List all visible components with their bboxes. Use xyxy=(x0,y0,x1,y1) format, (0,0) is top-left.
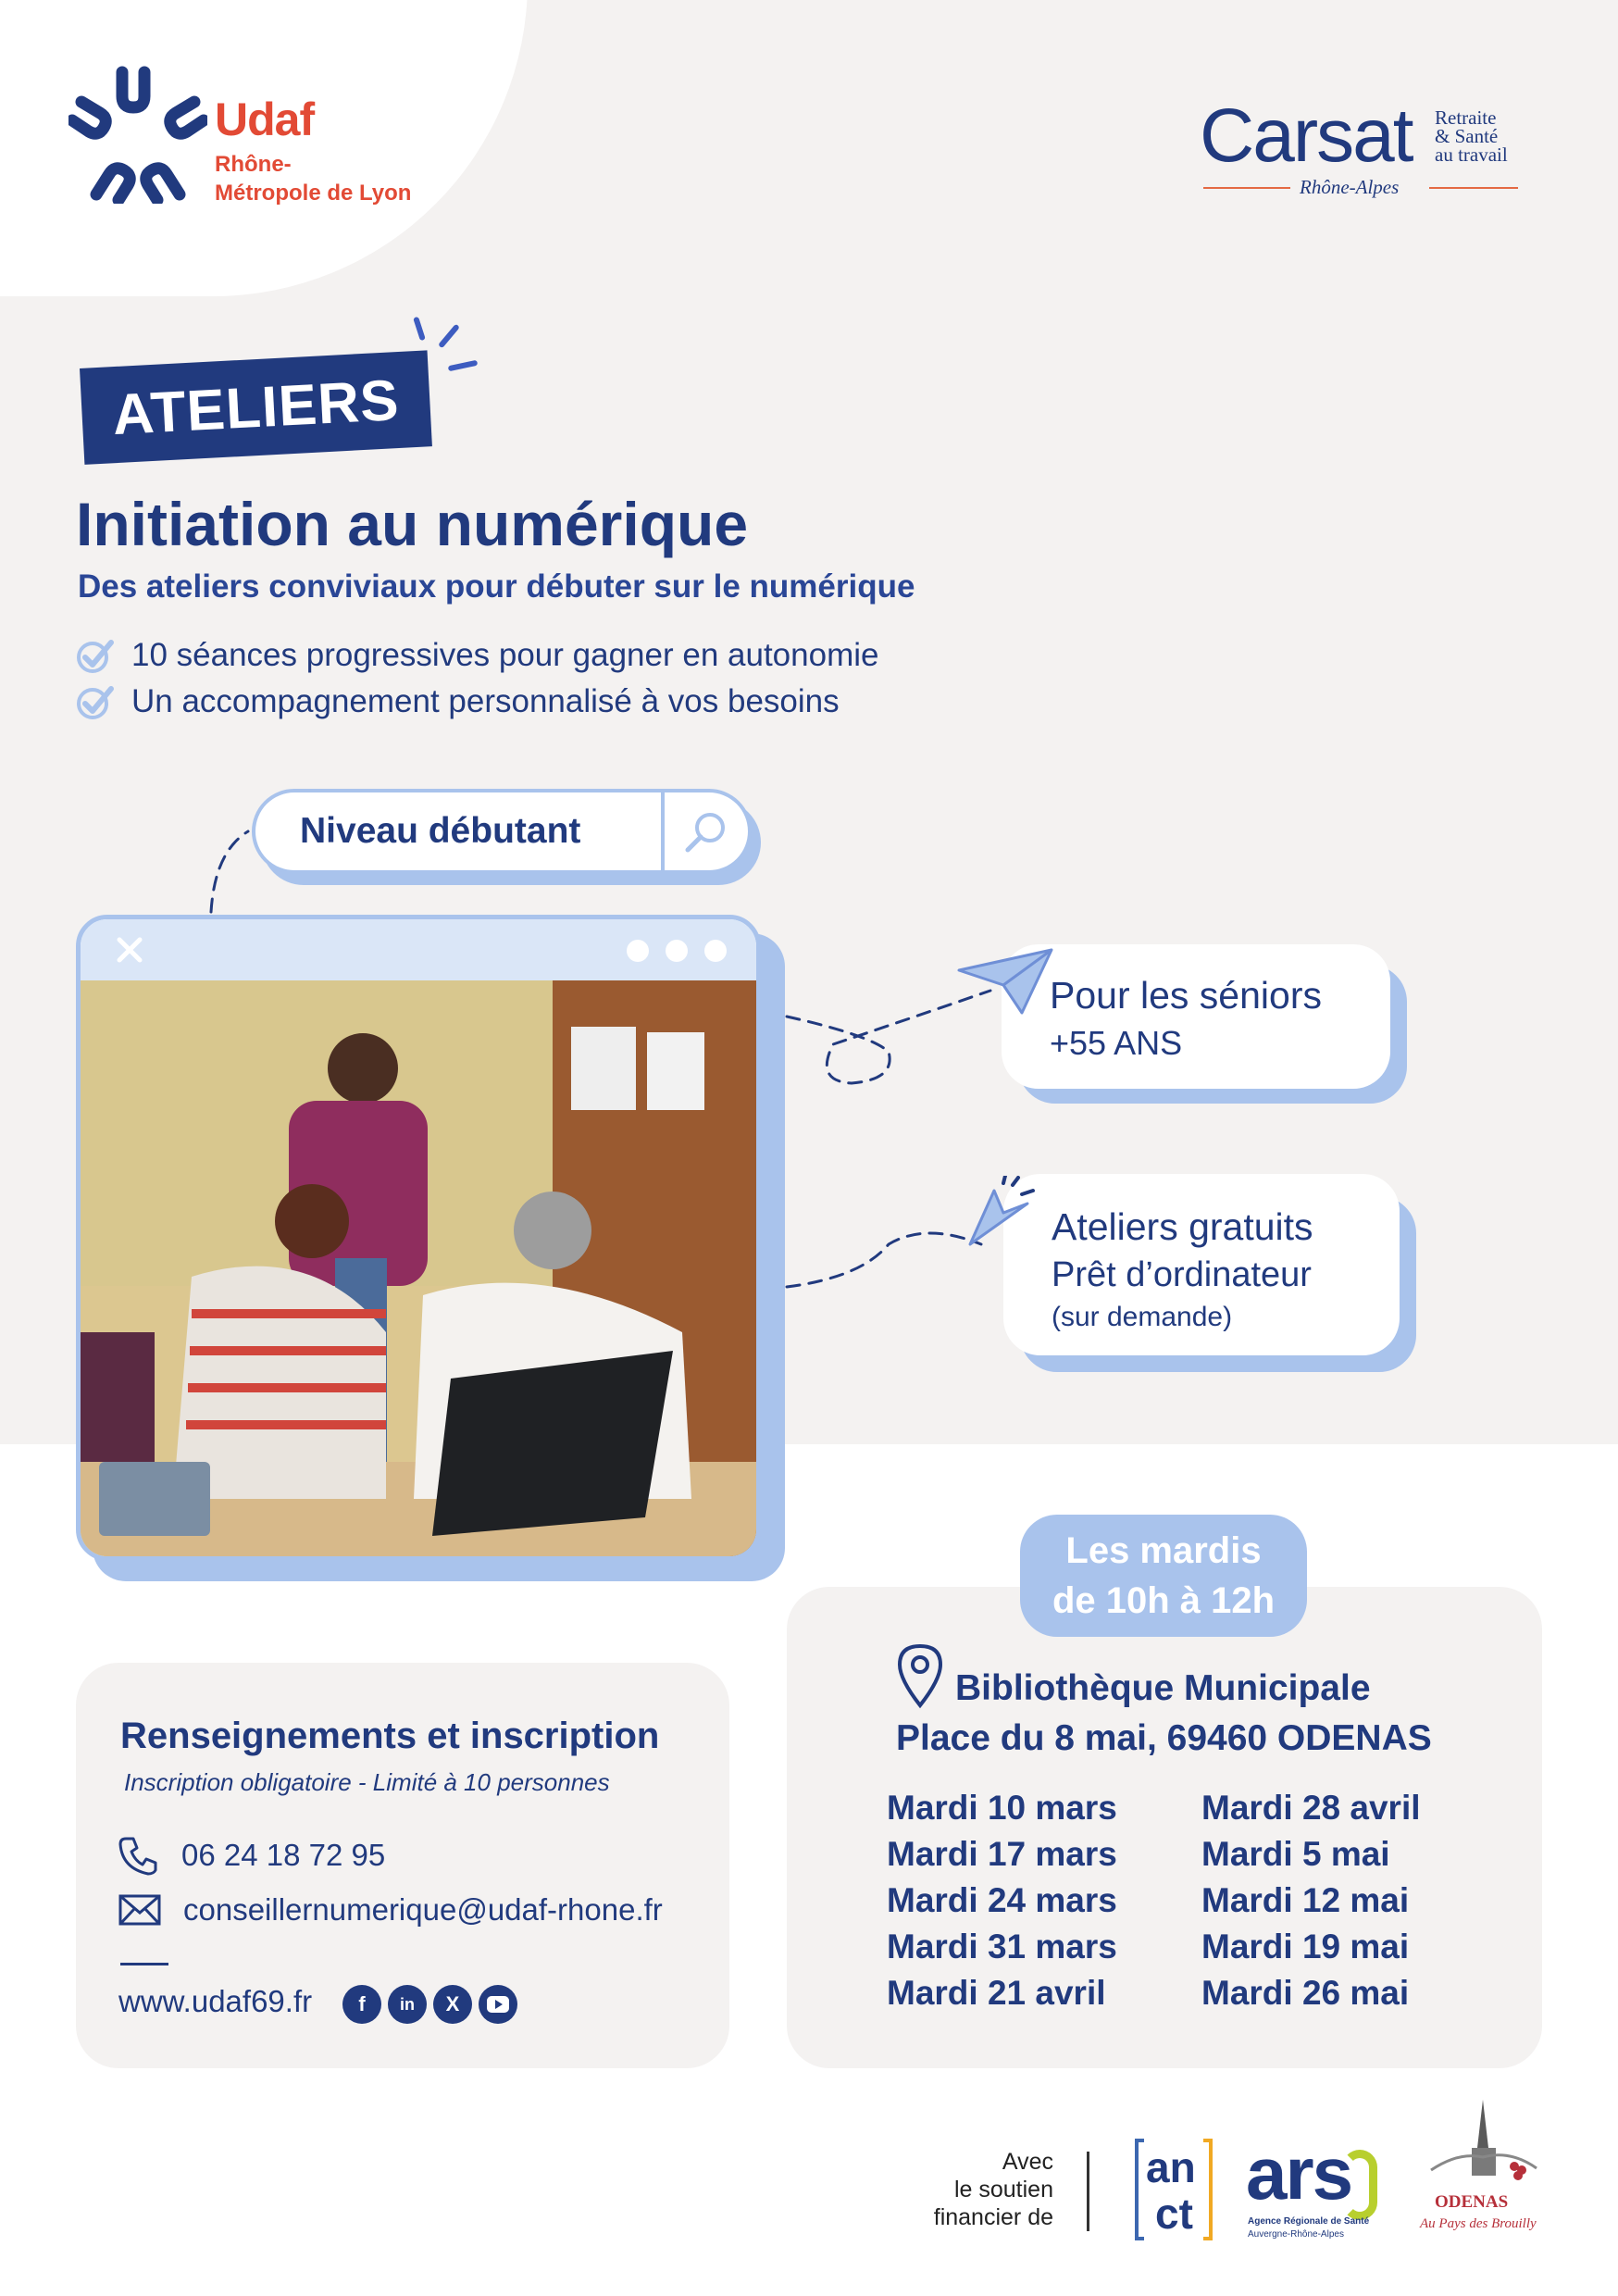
email-row xyxy=(118,1892,663,1928)
anct-bracket-right xyxy=(1203,2139,1213,2240)
free-line1: Ateliers gratuits xyxy=(1052,1205,1313,1248)
date-item: Mardi 10 mars xyxy=(887,1789,1117,1827)
seniors-line2: +55 ANS xyxy=(1050,1024,1183,1062)
contact-note: Inscription obligatoire - Limité à 10 personnes xyxy=(124,1768,610,1796)
level-search-bar xyxy=(252,789,752,874)
window-dot xyxy=(666,940,688,962)
carsat-tag3: au travail xyxy=(1435,144,1508,166)
ars-line1: Agence Régionale de Santé xyxy=(1248,2216,1370,2227)
pill-line1: Les mardis xyxy=(1065,1530,1262,1571)
odenas-tagline: Au Pays des Brouilly xyxy=(1420,2216,1537,2231)
cursor-icon xyxy=(961,1176,1039,1254)
date-item: Mardi 26 mai xyxy=(1201,1974,1410,2012)
support-line2: le soutien xyxy=(953,2177,1053,2202)
website-link[interactable]: www.udaf69.fr xyxy=(118,1984,313,2018)
linkedin-icon[interactable]: in xyxy=(388,1985,427,2024)
search-button xyxy=(665,807,748,855)
page-subtitle: Des ateliers conviviaux pour débuter sur le numérique xyxy=(78,568,915,605)
date-item: Mardi 19 mai xyxy=(1201,1928,1410,1965)
dates-column-2 xyxy=(1201,1789,1421,2020)
youtube-play-icon xyxy=(487,1996,509,2013)
free-line2: Prêt d’ordinateur xyxy=(1052,1255,1312,1294)
window-dot xyxy=(704,940,727,962)
location-pin-icon xyxy=(896,1642,944,1709)
udaf-name: Udaf xyxy=(215,94,315,145)
carsat-region: Rhône-Alpes xyxy=(1300,176,1400,198)
date-item: Mardi 5 mai xyxy=(1201,1835,1390,1873)
anct-logo xyxy=(1135,2139,1213,2240)
bullet-text: 10 séances progressives pour gagner en autonomie xyxy=(131,637,879,673)
ars-logo xyxy=(1242,2131,1381,2242)
date-item: Mardi 31 mars xyxy=(887,1928,1117,1965)
support-line1: Avec xyxy=(1002,2149,1053,2175)
free-line3: (sur demande) xyxy=(1052,1302,1233,1332)
facebook-icon[interactable]: f xyxy=(342,1985,381,2024)
support-line3: financier de xyxy=(933,2204,1053,2230)
photo-window xyxy=(76,915,761,1561)
udaf-region-line1: Rhône- xyxy=(215,152,292,177)
seniors-card xyxy=(1002,944,1390,1089)
venue-name: Bibliothèque Municipale xyxy=(955,1668,1371,1708)
odenas-name: ODENAS xyxy=(1435,2192,1509,2212)
odenas-logo xyxy=(1413,2096,1551,2244)
anct-text-b: ct xyxy=(1155,2190,1193,2238)
mail-icon xyxy=(118,1894,161,1926)
contact-divider xyxy=(120,1963,168,1965)
schedule-pill xyxy=(1020,1515,1307,1637)
bullet-text: Un accompagnement personnalisé à vos besoins xyxy=(131,683,840,719)
window-dot xyxy=(627,940,649,962)
workshop-photo-illustration xyxy=(81,980,756,1561)
pill-line2: de 10h à 12h xyxy=(1052,1580,1276,1621)
seniors-line1: Pour les séniors xyxy=(1050,974,1322,1017)
free-card xyxy=(1003,1174,1400,1355)
ars-name: ars xyxy=(1246,2132,1352,2215)
workshop-photo xyxy=(81,980,756,1561)
phone-number[interactable]: 06 24 18 72 95 xyxy=(181,1838,386,1872)
date-item: Mardi 28 avril xyxy=(1201,1789,1421,1827)
search-icon xyxy=(682,807,730,855)
ateliers-badge-label: ATELIERS xyxy=(110,368,402,447)
page-title: Initiation au numérique xyxy=(76,490,749,558)
carsat-tag1: Retraite xyxy=(1435,106,1497,129)
ars-swoosh xyxy=(1342,2150,1377,2220)
dates-column-1 xyxy=(887,1789,1117,2020)
phone-row xyxy=(118,1835,385,1876)
phone-icon xyxy=(118,1835,159,1876)
close-icon xyxy=(116,936,143,964)
email-address[interactable]: conseillernumerique@udaf-rhone.fr xyxy=(183,1892,663,1927)
carsat-tag2: & Santé xyxy=(1435,125,1499,147)
contact-title: Renseignements et inscription xyxy=(120,1716,660,1756)
date-item: Mardi 12 mai xyxy=(1201,1881,1410,1919)
church-icon xyxy=(1422,2096,1542,2189)
anct-text-a: an xyxy=(1146,2143,1196,2191)
level-label: Niveau débutant xyxy=(300,811,581,851)
date-item: Mardi 21 avril xyxy=(887,1974,1106,2012)
paper-plane-icon xyxy=(957,944,1053,1015)
window-titlebar xyxy=(81,919,756,980)
carsat-name: Carsat xyxy=(1200,94,1413,178)
youtube-icon[interactable] xyxy=(479,1985,517,2024)
x-icon[interactable]: X xyxy=(433,1985,472,2024)
ars-line2: Auvergne-Rhône-Alpes xyxy=(1248,2229,1344,2240)
support-text xyxy=(833,2148,1053,2231)
footer-divider xyxy=(1087,2152,1089,2231)
date-item: Mardi 24 mars xyxy=(887,1881,1117,1919)
date-item: Mardi 17 mars xyxy=(887,1835,1117,1873)
venue-address: Place du 8 mai, 69460 ODENAS xyxy=(896,1718,1432,1758)
udaf-region-line2: Métropole de Lyon xyxy=(215,181,412,206)
anct-bracket-left xyxy=(1135,2139,1144,2240)
